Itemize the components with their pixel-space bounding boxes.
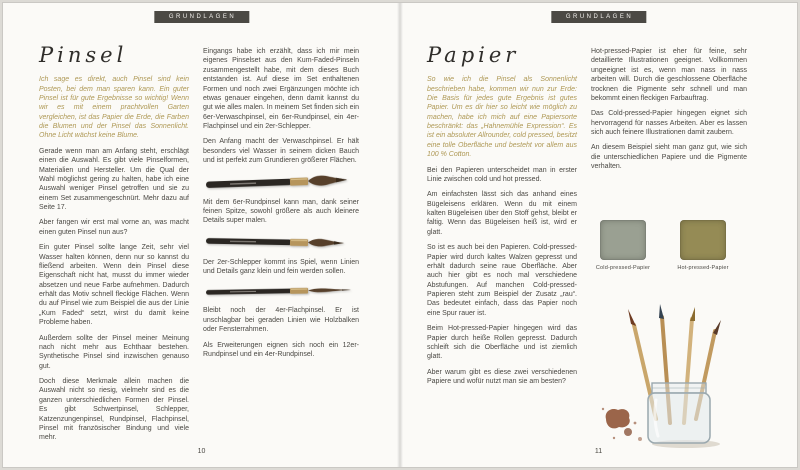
paper-swatch-comparison [593,220,747,272]
swatch-cold-pressed [593,220,653,272]
brush-photo-rundpinsel [204,231,359,252]
body-paragraph: Aber warum gibt es diese zwei verschiedenen Papiere und wofür nutzt man sie am besten? [427,368,577,385]
swatch-label: Cold-pressed-Papier [595,264,651,271]
watercolor-swatch-hot [680,220,726,260]
body-paragraph: Als Erweiterungen eignen sich noch ein 12er-Rundpinsel und ein 4er-Rundpinsel. [203,341,359,358]
swatch-hot-pressed [673,220,733,272]
brush-photo-verwaschpinsel [204,170,360,193]
body-paragraph: Beim Hot-pressed-Papier hingegen wird das Papier durch heiße Rollen gepresst. Dadurch schleift sich die Oberfläche und ist ziemlich glatt. [427,325,577,361]
body-paragraph: Der 2er-Schlepper kommt ins Spiel, wenn Linien und Details ganz klein und fein werden sollen. [203,258,359,275]
body-paragraph: Ein guter Pinsel sollte lange Zeit, sehr viel Wasser halten können, denn nur so kannst du fließend arbeiten. Wenn dein Pinsel diese Eigenschaft nicht hat, musst du immer wieder absetzen und neue Farbe aufnehmen. Dadurch erhält das Motiv schnell fleckige Flächen. Wenn du auf Pinsel wie zum Beispiel die aus der Linie „Kum Faded“ setzt, wirst du damit keine Probleme haben. [39,244,189,327]
body-paragraph: Aber fangen wir erst mal vorne an, was macht einen guten Pinsel nun aus? [39,219,189,236]
page-number-right: 11 [594,448,603,455]
chapter-badge-left: GRUNDLAGEN [154,11,249,23]
body-paragraph: Doch diese Merkmale allein machen die Auswahl nicht so riesig, vielmehr sind es die ganzen unterschiedlichen Formen der Pinsel. Es gibt Schwertpinsel, Schlepper, Katzenzungenpinsel, Rundpinsel, Flachpinsel, Pinsel mit französischer Bindung und viele mehr. [39,378,189,442]
page-title-papier: Papier [427,43,520,67]
body-paragraph: Das Cold-pressed-Papier hingegen eignet sich hervorragend für nasses Arbeiten. Aber es lassen sich auch feinere Illustrationen damit zaubern. [591,110,747,136]
body-paragraph: Mit dem 6er-Rundpinsel kann man, dank seiner feinen Spitze, sowohl größere als auch kleinere Details super malen. [203,198,359,225]
left-page [3,3,400,467]
book-spread [3,3,797,467]
body-paragraph: So ist es auch bei den Papieren. Cold-pressed-Papier wird durch kaltes Walzen gepresst und erhält dadurch seine raue Oberfläche. Aber auch hier gibt es noch mal verschiedene Abstufungen. Auf manchen Cold-pressed-Papieren steht zum Beispiel der Zusatz „rau“. Das bedeutet einfach, dass das Papier noch eine Spur rauer ist. [427,244,577,317]
swatch-label: Hot-pressed-Papier [677,264,729,271]
chapter-badge-right: GRUNDLAGEN [551,11,646,23]
body-paragraph: Hot-pressed-Papier ist eher für feine, sehr detaillierte Illustrationen geeignet. Vollkommen ungeeignet ist es, wenn man nass in nass arbeiten will. Durch die geschlossene Oberfläche trocknen die Pigmente sehr schnell und man bekommt einen fleckigen Farbauftrag. [591,48,747,102]
left-column-2 [203,47,359,365]
page-title-pinsel: Pinsel [39,43,128,67]
brush-jar-illustration [598,299,750,451]
right-page [400,3,797,467]
body-paragraph: Außerdem sollte der Pinsel meiner Meinung nach nicht mehr aus Echthaar bestehen. Synthetische Pinsel sind inzwischen genauso gut. [39,334,189,370]
brush-photo-schlepper [204,282,359,301]
body-paragraph: Eingangs habe ich erzählt, dass ich mir mein eigenes Pinselset aus den Kum-Faded-Pinseln zusammengestellt habe, mit dem dieses Buch entstanden ist. Auf diese im Set enthaltenen Formen und noch zwei Ergänzungen möchte ich etwas genauer eingehen, denn damit kannst du gut wie alles malen. In meinem Set finden sich ein 6er-Verwaschpinsel, ein 6er-Rundpinsel, ein 4er-Flachpinsel und ein 2er-Schlepper. [203,48,359,130]
body-paragraph: Bei den Papieren unterscheidet man in erster Linie zwischen cold und hot pressed. [427,166,577,183]
body-paragraph: An diesem Beispiel sieht man ganz gut, wie sich die unterschiedlichen Papiere und die Pigmente verhalten. [591,144,747,171]
paint-splatter [602,408,642,441]
body-paragraph: Gerade wenn man am Anfang steht, erschlägt einen die Auswahl. Es gibt viele Pinselformen, Materialien und Hersteller. Um die Qual der Wahl möglichst gering zu halten, habe ich eine Auswahl weniger Pinsel getroffen und sie zu einem Set zusammengeschnürt. Mehr dazu auf Seite 17. [39,147,189,211]
body-paragraph: Den Anfang macht der Verwaschpinsel. Er hält besonders viel Wasser in seinem dicken Bauch und ist perfekt zum Grundieren größerer Flächen. [203,138,359,165]
center-fold [397,3,403,467]
intro-paragraph: So wie ich die Pinsel als Sonnenlicht beschrieben habe, kommen wir nun zur Erde: Die Basis für jedes gute Ergebnis ist gutes Papier. Um es dir hier so leicht wie möglich zu machen, habe ich mich auf eine Papiersorte beschränkt: das „Hahnemühle Expression“. Es ist ein absoluter Allrounder, cold pressed, besitzt eine tolle Oberfläche und besteht vor allem aus 100 % Cotton. [427,76,577,159]
intro-paragraph: Ich sage es direkt, auch Pinsel sind kein Posten, bei dem man sparen kann. Ein guter Pinsel ist für gute Ergebnisse so wichtig! Wenn wir es mit einem prachtvollen Garten vergleichen, ist das Papier die Erde, die Farben die Blumen und der Pinsel das Sonnenlicht. Ohne Licht wächst keine Blume. [39,76,189,140]
body-paragraph: Am einfachsten lässt sich das anhand eines Bügeleisens erklären. Wenn du mit einem kalten Bügeleisen über den Stoff gehst, bleibt er faltig. Wenn das Bügeleisen heiß ist, wird er glatt. [427,191,577,236]
body-paragraph: Bleibt noch der 4er-Flachpinsel. Er ist unschlagbar bei geraden Linien wie Holzbalken oder Fensterrahmen. [203,307,359,334]
right-column-2 [591,47,747,272]
watercolor-swatch-cold [600,220,646,260]
glass-jar [648,383,710,443]
right-column-1 [427,41,577,392]
left-column-1 [39,41,189,449]
page-number-left: 10 [197,448,206,455]
